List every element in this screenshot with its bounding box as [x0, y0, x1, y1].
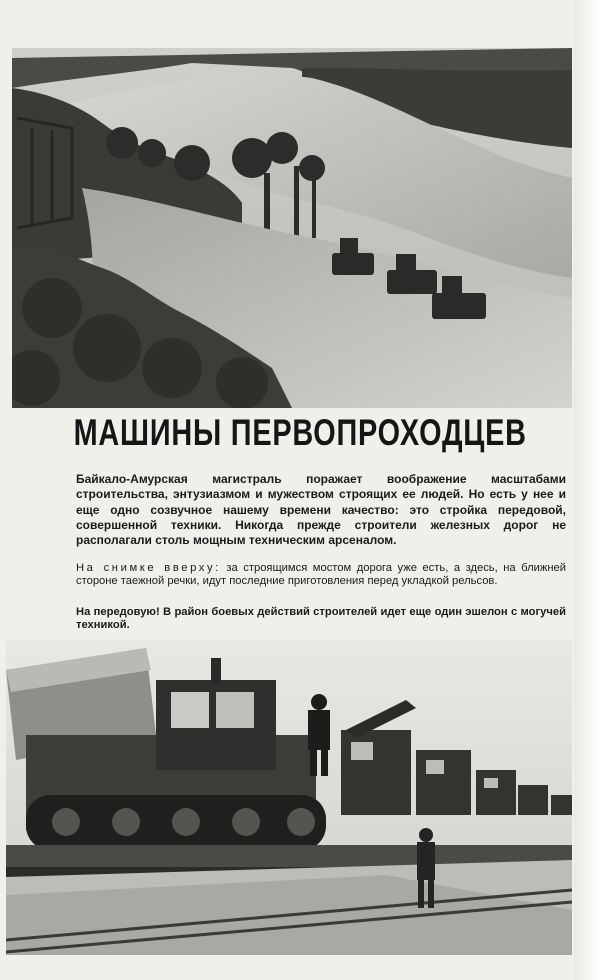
- page-edge: [574, 0, 600, 980]
- caption-text: за строящимся мостом дорога уже есть, а здесь, на ближней стороне таежной речки, идут последние приготовления перед укладкой рельсов.: [76, 562, 566, 588]
- closing-paragraph: На передовую! В район боевых действий строителей идет еще один эшелон с могучей техникой.: [76, 606, 566, 632]
- photo-caption: [76, 562, 566, 589]
- article-title: МАШИНЫ ПЕРВОПРОХОДЦЕВ: [73, 412, 527, 453]
- article-intro: Байкало-Амурская магистраль поражает воображение масштабами строительства, энтузиазмом и мужеством строящих ее людей. Но есть у нее и еще одно созвучное нашему времени качество: это стройка передовой, совершенной техники. Никогда прежде строители железных дорог не располагали столь мощным техническим арсеналом.: [76, 472, 566, 548]
- train-tractors-image: [6, 640, 572, 955]
- photo-train-tractors: [6, 640, 572, 955]
- river-construction-image: [12, 48, 572, 408]
- photo-river-construction: [12, 48, 572, 408]
- caption-lead: На снимке вверху:: [76, 562, 221, 574]
